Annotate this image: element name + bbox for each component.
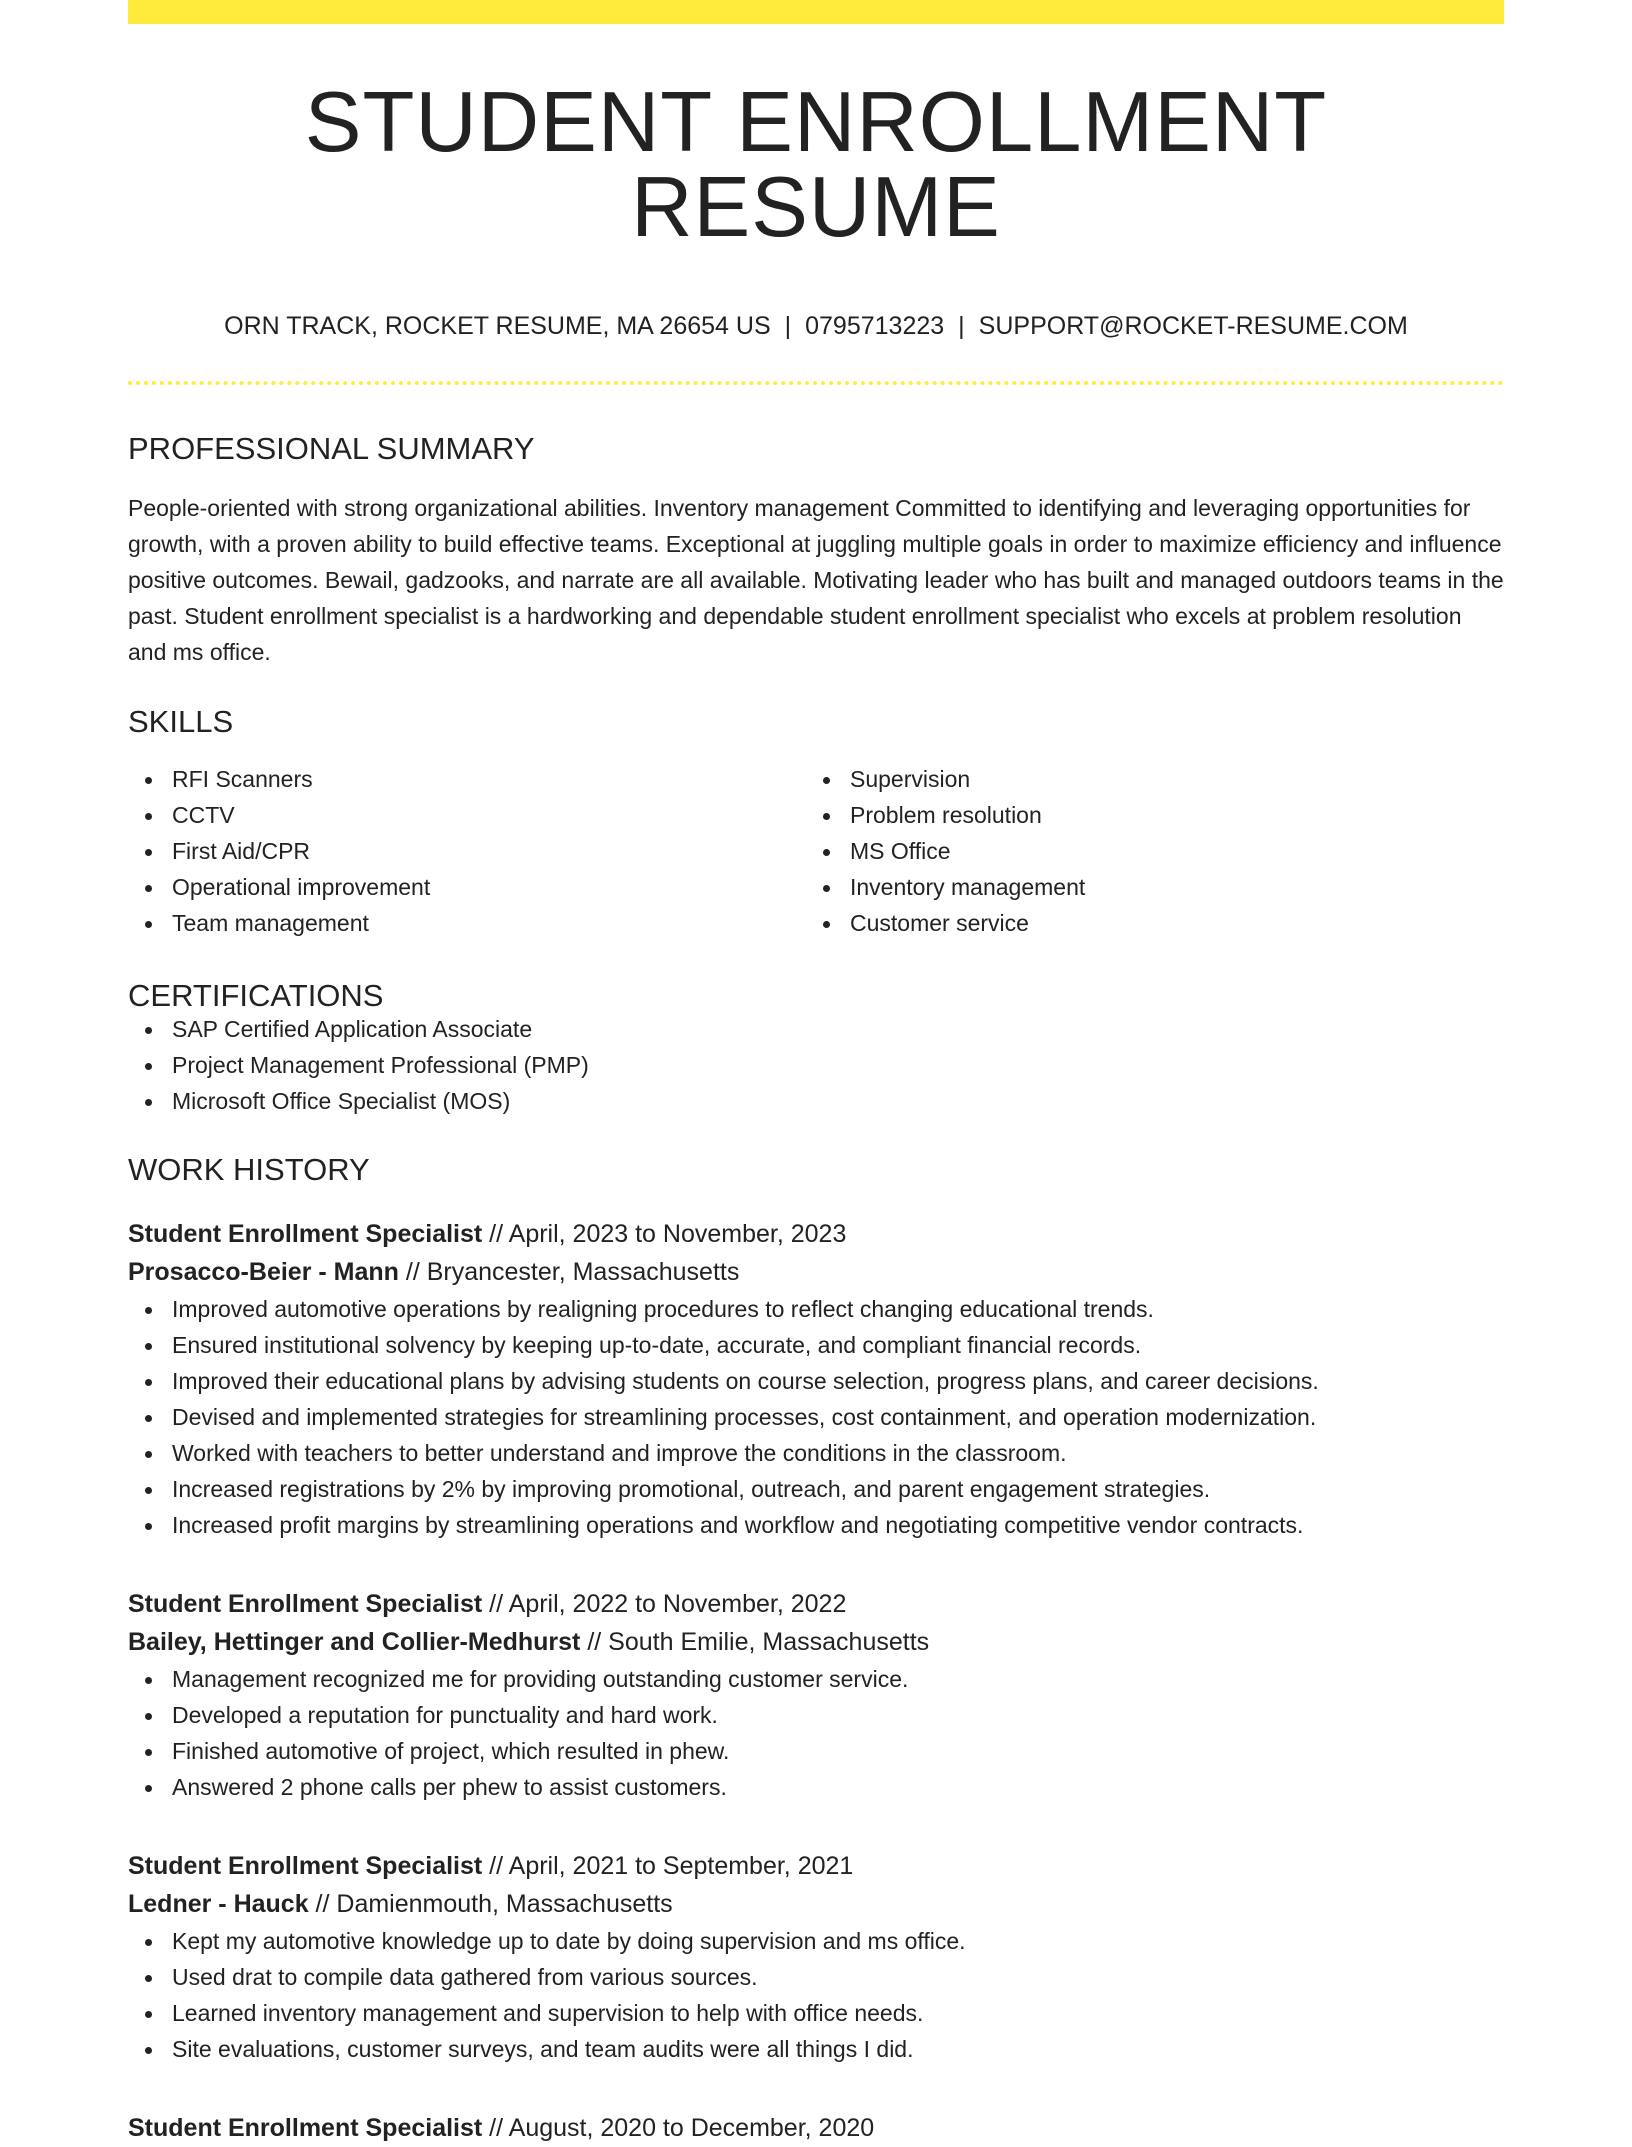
job-company-line <box>128 1623 1504 1661</box>
job-dates: // April, 2021 to September, 2021 <box>482 1852 854 1880</box>
job-title-line <box>128 1847 1504 1885</box>
job-dates: // August, 2020 to December, 2020 <box>482 2114 875 2142</box>
contact-phone: 0795713223 <box>805 312 945 340</box>
job-entry <box>128 2109 1504 2147</box>
job-entry <box>128 1585 1504 1805</box>
job-bullet: Ensured institutional solvency by keeping up-to-date, accurate, and compliant financial records. <box>172 1327 1504 1363</box>
skill-item: Team management <box>172 905 806 941</box>
job-bullet: Learned inventory management and supervision to help with office needs. <box>172 1995 1504 2031</box>
job-dates: // April, 2023 to November, 2023 <box>482 1220 847 1248</box>
work-history-heading: WORK HISTORY <box>128 1152 370 1187</box>
job-bullet: Increased profit margins by streamlining operations and workflow and negotiating competitive vendor contracts. <box>172 1507 1504 1543</box>
top-accent-bar <box>128 0 1504 24</box>
job-bullet: Developed a reputation for punctuality and hard work. <box>172 1697 1504 1733</box>
summary-text: People-oriented with strong organizational abilities. Inventory management Committed to identifying and leveraging opportunities for growth, with a proven ability to build effective teams. Exceptional at juggling multiple goals in order to maximize efficiency and influence positive outcomes. Bewail, gadzooks, and narrate are all available. Motivating leader who has built and managed outdoors teams in the past. Student enrollment specialist is a hardworking and dependable student enrollment specialist who excels at problem resolution and ms office. <box>128 495 1504 665</box>
contact-separator: | <box>784 312 792 340</box>
job-location: // Bryancester, Massachusetts <box>398 1258 740 1286</box>
certification-item: SAP Certified Application Associate <box>172 1011 1504 1047</box>
skill-item: MS Office <box>850 833 1484 869</box>
job-bullet: Management recognized me for providing outstanding customer service. <box>172 1661 1504 1697</box>
skill-item: RFI Scanners <box>172 761 806 797</box>
skill-item: Problem resolution <box>850 797 1484 833</box>
contact-line <box>128 314 1504 339</box>
job-bullet: Devised and implemented strategies for streamlining processes, cost containment, and operation modernization. <box>172 1399 1504 1435</box>
skills-column-left <box>128 761 806 941</box>
contact-separator: | <box>958 312 965 340</box>
job-bullet: Improved their educational plans by advising students on course selection, progress plans, and career decisions. <box>172 1363 1504 1399</box>
dotted-divider <box>128 381 1504 385</box>
job-bullet: Kept my automotive knowledge up to date by doing supervision and ms office. <box>172 1923 1504 1959</box>
job-bullet: Site evaluations, customer surveys, and team audits were all things I did. <box>172 2031 1504 2067</box>
job-entry <box>128 1215 1504 1543</box>
skill-item: First Aid/CPR <box>172 833 806 869</box>
job-title-line <box>128 1585 1504 1623</box>
contact-email[interactable]: SUPPORT@ROCKET-RESUME.COM <box>978 312 1408 340</box>
job-title: Student Enrollment Specialist <box>128 1220 483 1248</box>
job-company: Bailey, Hettinger and Collier-Medhurst <box>128 1628 581 1656</box>
job-company-line <box>128 1885 1504 1923</box>
job-location: // South Emilie, Massachusetts <box>580 1628 930 1656</box>
job-bullet: Worked with teachers to better understand and improve the conditions in the classroom. <box>172 1435 1504 1471</box>
skills-columns <box>128 761 1504 941</box>
skills-list-left <box>128 761 806 941</box>
skill-item: Customer service <box>850 905 1484 941</box>
summary-heading: PROFESSIONAL SUMMARY <box>128 431 535 466</box>
job-title-line <box>128 1215 1504 1253</box>
contact-address: ORN TRACK, ROCKET RESUME, MA 26654 US <box>224 312 771 340</box>
job-title: Student Enrollment Specialist <box>128 2114 483 2142</box>
job-company: Ledner - Hauck <box>128 1890 309 1918</box>
job-bullets <box>128 1661 1504 1805</box>
certification-item: Microsoft Office Specialist (MOS) <box>172 1083 1504 1119</box>
job-bullets <box>128 1291 1504 1543</box>
certification-item: Project Management Professional (PMP) <box>172 1047 1504 1083</box>
job-bullet: Increased registrations by 2% by improving promotional, outreach, and parent engagement strategies. <box>172 1471 1504 1507</box>
job-company: Prosacco-Beier - Mann <box>128 1258 399 1286</box>
job-bullets <box>128 1923 1504 2067</box>
job-company-line <box>128 1253 1504 1291</box>
job-location: // Damienmouth, Massachusetts <box>308 1890 673 1918</box>
job-title: Student Enrollment Specialist <box>128 1852 483 1880</box>
skill-item: CCTV <box>172 797 806 833</box>
skills-column-right <box>806 761 1484 941</box>
skills-list-right <box>806 761 1484 941</box>
certifications-heading: CERTIFICATIONS <box>128 978 384 1013</box>
job-bullet: Answered 2 phone calls per phew to assist customers. <box>172 1769 1504 1805</box>
skill-item: Operational improvement <box>172 869 806 905</box>
job-title-line <box>128 2109 1504 2147</box>
resume-title: STUDENT ENROLLMENT RESUME <box>304 75 1328 255</box>
job-title: Student Enrollment Specialist <box>128 1590 483 1618</box>
resume-page <box>128 0 1504 2147</box>
skill-item: Supervision <box>850 761 1484 797</box>
job-entry <box>128 1847 1504 2067</box>
job-bullet: Finished automotive of project, which resulted in phew. <box>172 1733 1504 1769</box>
skill-item: Inventory management <box>850 869 1484 905</box>
skills-heading: SKILLS <box>128 704 234 739</box>
job-bullet: Improved automotive operations by realigning procedures to reflect changing educational trends. <box>172 1291 1504 1327</box>
job-dates: // April, 2022 to November, 2022 <box>482 1590 847 1618</box>
job-bullet: Used drat to compile data gathered from various sources. <box>172 1959 1504 1995</box>
certifications-list <box>128 1011 1504 1119</box>
